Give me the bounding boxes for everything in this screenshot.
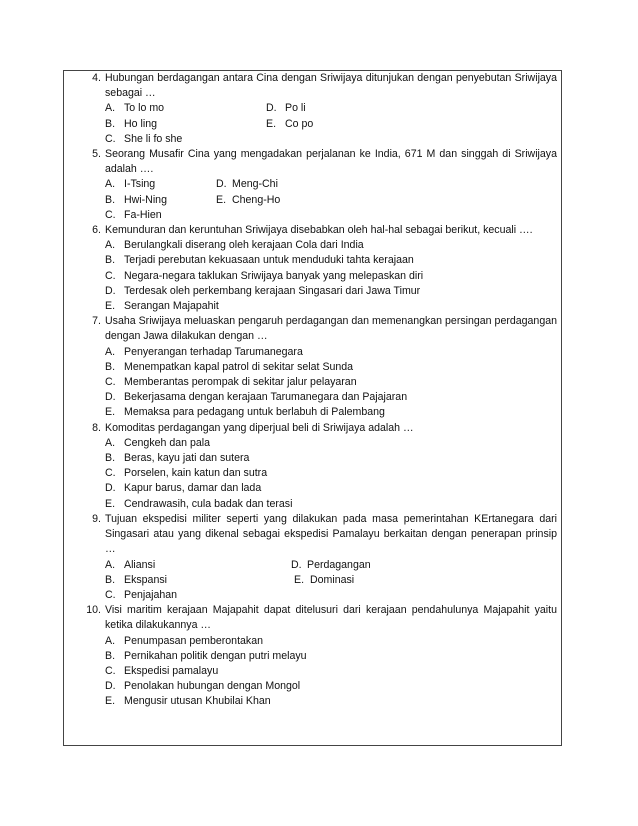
option-row: [105, 193, 557, 208]
option-row: [105, 177, 557, 192]
question-7: [79, 314, 557, 420]
option-e[interactable]: E. Cendrawasih, cula badak dan terasi: [105, 497, 293, 510]
option-row: [105, 588, 557, 603]
option-b[interactable]: B. Hwi-Ning: [105, 193, 167, 206]
option-row: [105, 117, 557, 132]
question-text: Hubungan berdagangan antara Cina dengan Sriwijaya ditunjukan dengan penyebutan Sriwijaya sebagai …: [105, 72, 557, 100]
option-b[interactable]: B. Menempatkan kapal patrol di sekitar selat Sunda: [105, 360, 354, 373]
option-row: [105, 208, 557, 223]
question-number: 8.: [92, 421, 101, 434]
option-e[interactable]: E. Cheng-Ho: [216, 193, 281, 206]
option-d[interactable]: D. Meng-Chi: [216, 178, 278, 191]
question-8: [79, 421, 557, 512]
question-text: Kemunduran dan keruntuhan Sriwijaya disebabkan oleh hal-hal sebagai berikut, kecuali ….: [105, 224, 533, 237]
question-list: [79, 71, 557, 710]
option-e[interactable]: E. Mengusir utusan Khubilai Khan: [105, 695, 271, 708]
question-number: 7.: [92, 315, 101, 328]
option-d[interactable]: D. Terdesak oleh perkembang kerajaan Singasari dari Jawa Timur: [105, 284, 421, 297]
option-e[interactable]: E. Co po: [266, 117, 314, 130]
option-row: [105, 573, 557, 588]
option-a[interactable]: A. Aliansi: [105, 558, 156, 571]
option-e[interactable]: E. Memaksa para pedagang untuk berlabuh di Palembang: [105, 406, 385, 419]
option-c[interactable]: C. Fa-Hien: [105, 208, 162, 221]
question-text: Seorang Musafir Cina yang mengadakan perjalanan ke India, 671 M dan singgah di Sriwijaya adalah ….: [105, 148, 557, 176]
option-b[interactable]: B. Pernikahan politik dengan putri melayu: [105, 649, 307, 662]
option-d[interactable]: D. Kapur barus, damar dan lada: [105, 482, 262, 495]
question-number: 5.: [92, 148, 101, 161]
question-number: 6.: [92, 224, 101, 237]
option-b[interactable]: B. Terjadi perebutan kekuasaan untuk menduduki tahta kerajaan: [105, 254, 414, 267]
option-d[interactable]: D. Po li: [266, 102, 306, 115]
option-b[interactable]: B. Beras, kayu jati dan sutera: [105, 452, 250, 465]
option-row: [105, 558, 557, 573]
question-5: [79, 147, 557, 223]
question-text: Komoditas perdagangan yang diperjual beli di Sriwijaya adalah …: [105, 421, 414, 434]
question-text: Tujuan ekspedisi militer seperti yang dilakukan pada masa pemerintahan KErtanegara dari Singasari atau yang dikenal sebagai ekspedisi Pamalayu berkaitan dengan penerapan prinsip …: [105, 512, 557, 556]
question-6: [79, 223, 557, 314]
option-c[interactable]: C. Ekspedisi pamalayu: [105, 664, 219, 677]
option-a[interactable]: A. Berulangkali diserang oleh kerajaan Cola dari India: [105, 239, 364, 252]
option-e[interactable]: E. Serangan Majapahit: [105, 300, 219, 313]
option-row: [105, 132, 557, 147]
option-c[interactable]: C. Negara-negara taklukan Sriwijaya banyak yang melepaskan diri: [105, 269, 424, 282]
option-row: [105, 101, 557, 116]
option-a[interactable]: A. Penumpasan pemberontakan: [105, 634, 263, 647]
question-10: [79, 603, 557, 709]
question-4: [79, 71, 557, 147]
question-number: 10.: [86, 604, 101, 617]
option-e[interactable]: E. Dominasi: [294, 573, 355, 586]
question-text: Visi maritim kerajaan Majapahit dapat ditelusuri dari kerajaan pendahulunya Majapahit yaitu ketika dilakukannya …: [105, 604, 557, 632]
option-b[interactable]: B. Ho ling: [105, 117, 157, 130]
option-d[interactable]: D. Penolakan hubungan dengan Mongol: [105, 680, 301, 693]
option-c[interactable]: C. Penjajahan: [105, 588, 178, 601]
option-c[interactable]: C. She li fo she: [105, 132, 183, 145]
question-number: 4.: [92, 72, 101, 84]
question-9: [79, 512, 557, 603]
question-text: Usaha Sriwijaya meluaskan pengaruh perdagangan dan memenangkan persingan perdagangan dengan Jawa dilakukan dengan …: [105, 315, 557, 343]
option-a[interactable]: A. I-Tsing: [105, 178, 156, 191]
option-d[interactable]: D. Bekerjasama dengan kerajaan Tarumanegara dan Pajajaran: [105, 391, 408, 404]
question-number: 9.: [92, 512, 101, 525]
option-c[interactable]: C. Memberantas perompak di sekitar jalur pelayaran: [105, 376, 357, 389]
option-a[interactable]: A. Cengkeh dan pala: [105, 436, 210, 449]
option-a[interactable]: A. To lo mo: [105, 102, 165, 115]
option-a[interactable]: A. Penyerangan terhadap Tarumanegara: [105, 345, 303, 358]
option-d[interactable]: D. Perdagangan: [291, 558, 371, 571]
option-b[interactable]: B. Ekspansi: [105, 573, 167, 586]
option-c[interactable]: C. Porselen, kain katun dan sutra: [105, 467, 268, 480]
